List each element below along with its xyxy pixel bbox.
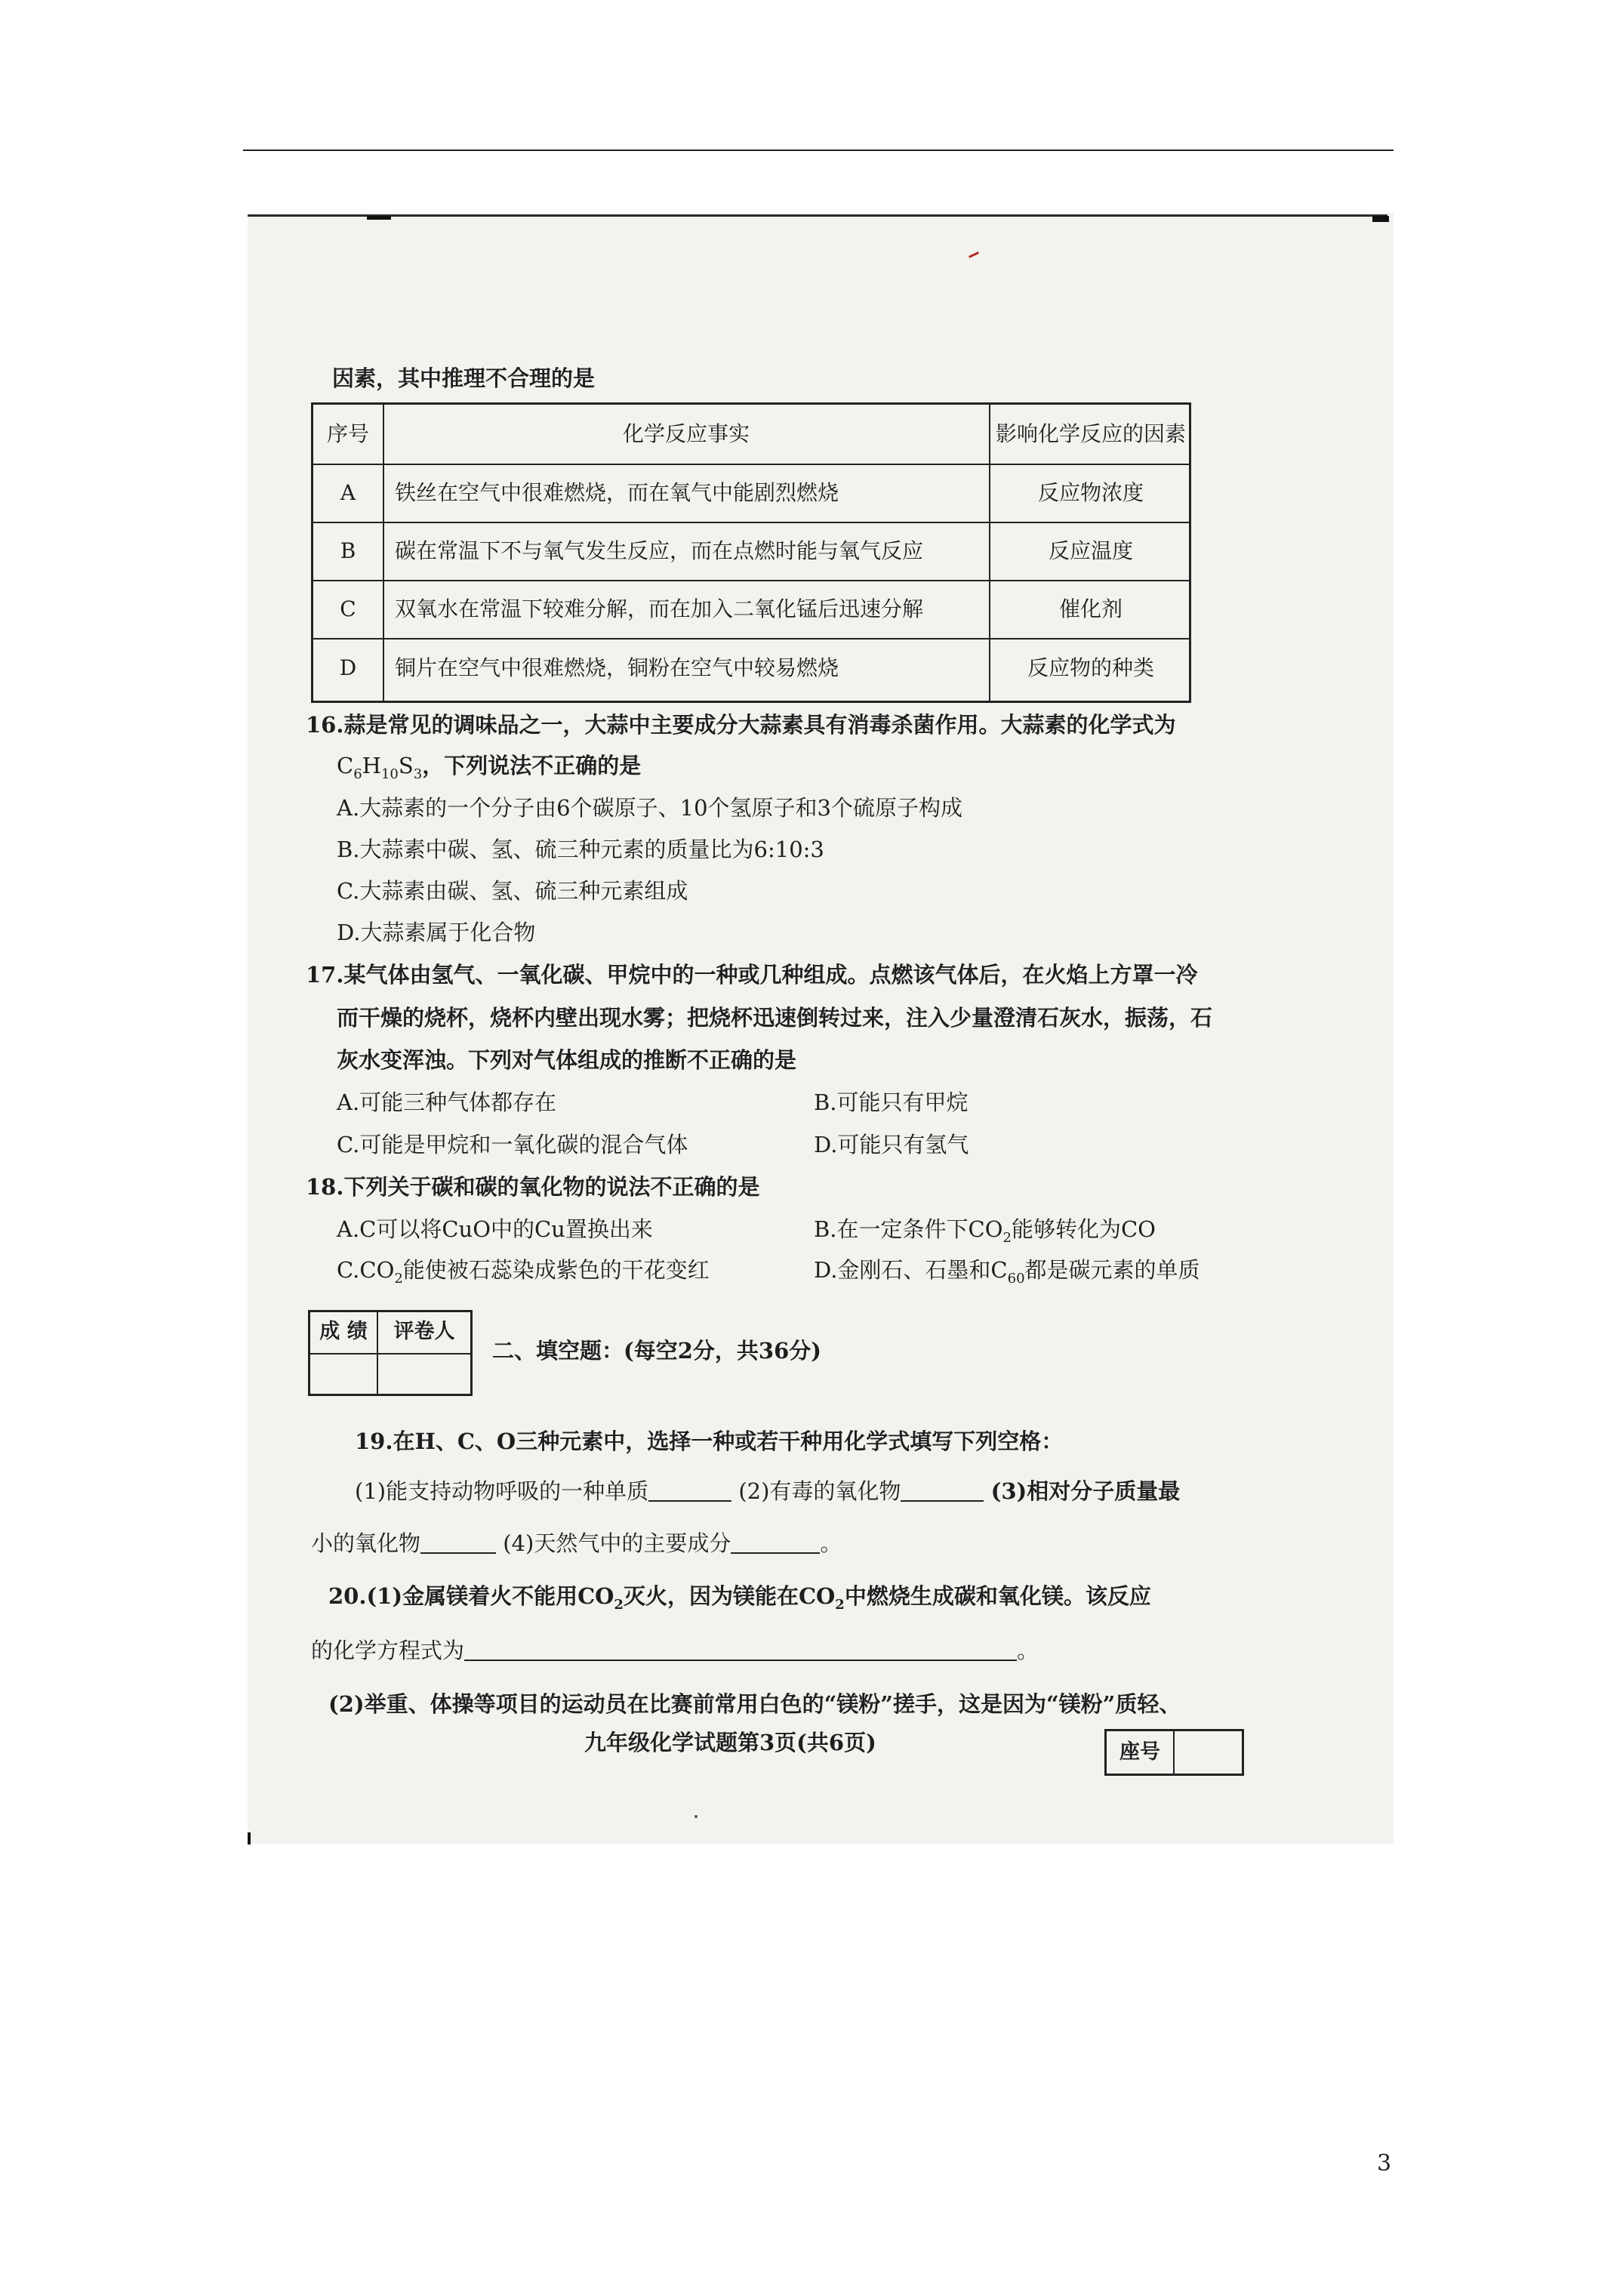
option: $C.CO_2$能使被石蕊染成紫色的干花变红 bbox=[337, 1257, 710, 1287]
scan-top-edge bbox=[248, 214, 1387, 217]
table-cell: D bbox=[339, 655, 357, 680]
table-cell: 反应物的种类 bbox=[1027, 655, 1154, 680]
question-17-stem: 而干燥的烧杯，烧杯内壁出现水雾；把烧杯迅速倒转过来，注入少量澄清石灰水，振荡，石 bbox=[337, 1005, 1213, 1031]
question-16-formula-line: $C_6H_{10}S_3$，下列说法不正确的是 bbox=[337, 753, 642, 782]
answer-blank[interactable] bbox=[464, 1638, 1017, 1661]
exam-footer: 九年级化学试题第3页(共6页) bbox=[584, 1730, 876, 1755]
table-cell: 碳在常温下不与氧气发生反应，而在点燃时能与氧气反应 bbox=[395, 538, 924, 563]
section-heading: 二、填空题：(每空2分，共36分) bbox=[492, 1338, 821, 1364]
option: B.可能只有甲烷 bbox=[814, 1089, 969, 1115]
option: C.大蒜素由碳、氢、硫三种元素组成 bbox=[337, 878, 688, 904]
scan-mark bbox=[367, 216, 391, 220]
table-divider bbox=[313, 580, 1189, 581]
answer-blank[interactable] bbox=[731, 1531, 820, 1554]
page-number: 3 bbox=[1377, 2150, 1392, 2177]
option: B.在一定条件下$CO_2$能够转化为CO bbox=[814, 1216, 1156, 1246]
answer-blank[interactable] bbox=[420, 1531, 496, 1554]
table-header: 序号 bbox=[326, 421, 369, 446]
table-cell: 铜片在空气中很难燃烧，铜粉在空气中较易燃烧 bbox=[395, 655, 839, 680]
option: B.大蒜素中碳、氢、硫三种元素的质量比为6:10:3 bbox=[337, 837, 824, 862]
option: A.C可以将CuO中的Cu置换出来 bbox=[337, 1216, 653, 1242]
table-header: 影响化学反应的因素 bbox=[995, 421, 1186, 446]
header-rule bbox=[243, 149, 1394, 151]
answer-blank[interactable] bbox=[901, 1479, 984, 1502]
seat-label: 座号 bbox=[1119, 1740, 1160, 1764]
table-cell: 反应温度 bbox=[1048, 538, 1133, 563]
table-cell: 催化剂 bbox=[1058, 596, 1123, 621]
formula: $C_6H_{10}S_3$ bbox=[337, 753, 423, 782]
table-cell: 铁丝在空气中很难燃烧，而在氧气中能剧烈燃烧 bbox=[395, 480, 839, 505]
option: C.可能是甲烷和一氧化碳的混合气体 bbox=[337, 1132, 688, 1157]
table-divider bbox=[313, 464, 1189, 465]
option: D.可能只有氢气 bbox=[814, 1132, 969, 1157]
table-divider bbox=[383, 405, 384, 701]
seat-number-box bbox=[1104, 1729, 1244, 1776]
grader-label: 评卷人 bbox=[393, 1320, 455, 1343]
question-19-line: 小的氧化物 (4)天然气中的主要成分 。 bbox=[311, 1530, 842, 1556]
question-17-stem: 灰水变浑浊。下列对气体组成的推断不正确的是 bbox=[337, 1047, 797, 1073]
scan-mark bbox=[1372, 216, 1389, 222]
question-18-stem: 18.下列关于碳和碳的氧化物的说法不正确的是 bbox=[306, 1174, 760, 1200]
table-cell: A bbox=[340, 480, 356, 505]
option: D.金刚石、石墨和$C_{60}$都是碳元素的单质 bbox=[814, 1257, 1200, 1287]
question-16-stem: 16.蒜是常见的调味品之一，大蒜中主要成分大蒜素具有消毒杀菌作用。大蒜素的化学式为 bbox=[306, 712, 1176, 738]
reaction-table bbox=[311, 402, 1191, 703]
table-cell: C bbox=[340, 596, 356, 621]
scan-mark bbox=[694, 1815, 698, 1818]
question-19-line: (1)能支持动物呼吸的一种单质 (2)有毒的氧化物 (3)相对分子质量最 bbox=[355, 1478, 1181, 1504]
question-17-stem: 17.某气体由氢气、一氧化碳、甲烷中的一种或几种组成。点燃该气体后，在火焰上方罩一冷 bbox=[306, 962, 1198, 988]
table-cell: 双氧水在常温下较难分解，而在加入二氧化锰后迅速分解 bbox=[395, 596, 924, 621]
question-20-line: (2)举重、体操等项目的运动员在比赛前常用白色的“镁粉”搓手，这是因为“镁粉”质轻、 bbox=[328, 1691, 1181, 1717]
answer-blank[interactable] bbox=[648, 1479, 731, 1502]
option: D.大蒜素属于化合物 bbox=[337, 920, 536, 945]
option: A.大蒜素的一个分子由6个碳原子、10个氢原子和3个硫原子构成 bbox=[337, 795, 962, 821]
question-20-line: 的化学方程式为 。 bbox=[311, 1638, 1039, 1663]
table-divider bbox=[313, 522, 1189, 523]
seat-box-divider bbox=[1173, 1731, 1175, 1774]
question-19-stem: 19.在H、C、O三种元素中，选择一种或若干种用化学式填写下列空格： bbox=[355, 1428, 1064, 1454]
question-20-stem: 20.(1)金属镁着火不能用$CO_2$灭火，因为镁能在$CO_2$中燃烧生成碳和氧化镁。该反应 bbox=[328, 1583, 1151, 1613]
table-header: 化学反应事实 bbox=[622, 421, 750, 446]
score-box-divider bbox=[310, 1353, 470, 1354]
score-box bbox=[308, 1310, 473, 1396]
table-cell: B bbox=[340, 538, 356, 563]
scan-mark bbox=[248, 1832, 251, 1845]
table-cell: 反应物浓度 bbox=[1037, 480, 1144, 505]
table-divider bbox=[313, 638, 1189, 639]
option: A.可能三种气体都存在 bbox=[337, 1089, 557, 1115]
score-label: 成 绩 bbox=[319, 1320, 368, 1343]
question-intro: 因素，其中推理不合理的是 bbox=[332, 365, 596, 391]
